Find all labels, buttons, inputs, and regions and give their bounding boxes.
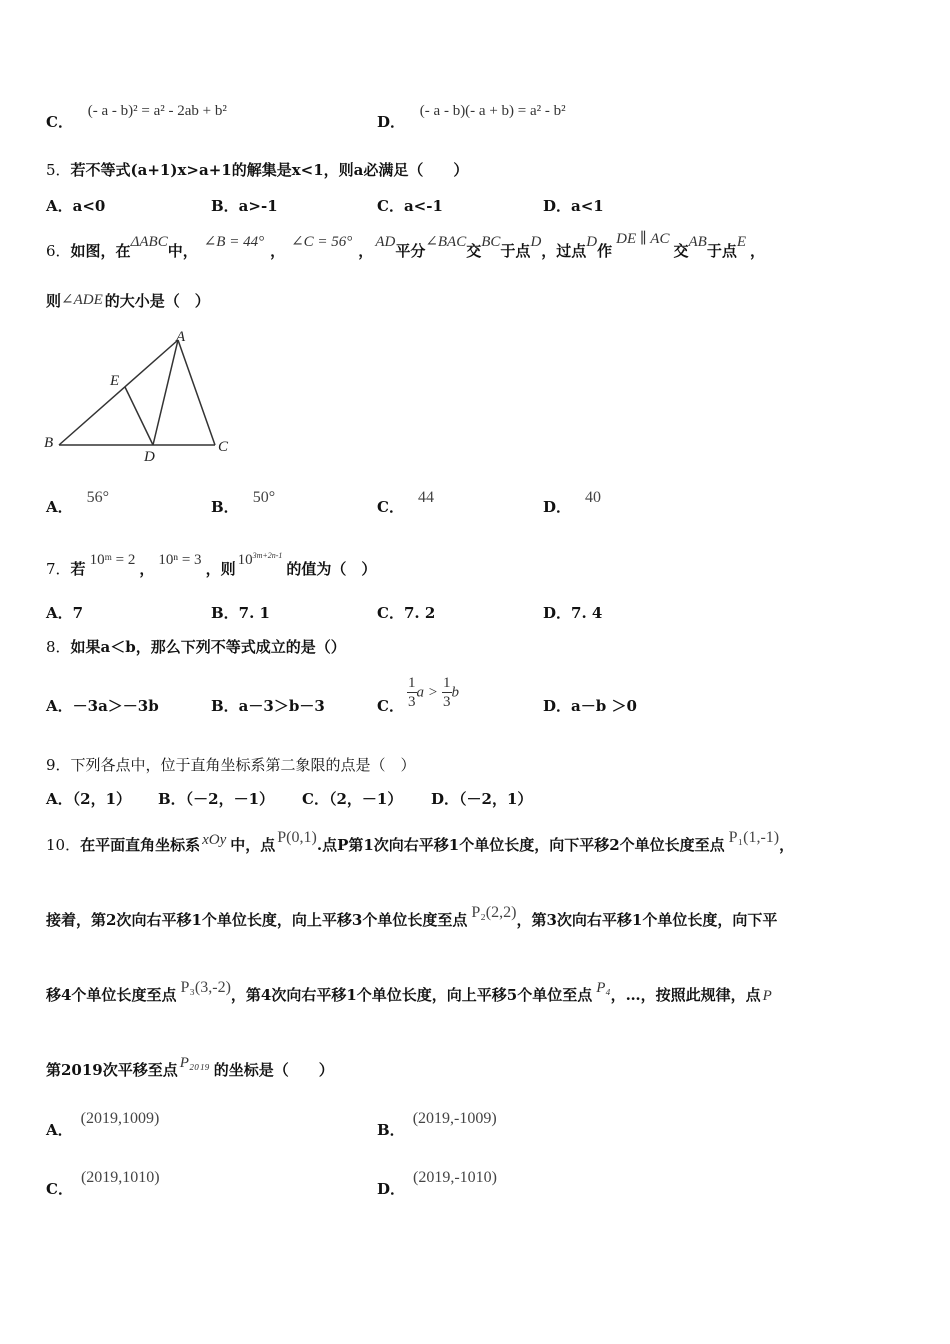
q10-point-p4: P₄ <box>596 980 611 996</box>
q4-option-c-label: C． <box>46 113 73 131</box>
q10-option-c-label: C． <box>46 1180 73 1198</box>
q8-text: 如果a＜b，那么下列不等式成立的是（） <box>70 638 346 656</box>
var-a: a <box>416 684 424 701</box>
q10-option-b-value: (2019,-1009) <box>412 1110 497 1127</box>
q8-option-c <box>377 675 460 716</box>
q6-text: ， <box>750 242 766 260</box>
q6-text: 如图，在 <box>70 242 131 260</box>
q10-stem-line4 <box>46 1055 334 1081</box>
q8-option-c-label: C． <box>377 697 404 715</box>
q6-text: ，过点 <box>541 242 587 260</box>
q4-option-d-math: (- a - b)(- a + b) = a² - b² <box>419 103 566 119</box>
q6-text: ， <box>270 242 286 260</box>
q10-option-b-label: B． <box>377 1121 405 1139</box>
q7-text: ，则 <box>205 560 236 578</box>
segment-ac <box>178 340 215 445</box>
q6-text: 于点 <box>500 242 531 260</box>
q6-point-e: E <box>736 234 747 250</box>
q10-option-d-value: (2019,-1010) <box>413 1169 497 1186</box>
segment-ad <box>153 340 178 445</box>
q8-option-a: A．－3a＞－3b <box>46 697 159 715</box>
label-b: B <box>44 435 54 451</box>
segment-de <box>125 387 153 445</box>
label-d: D <box>144 449 155 465</box>
q10-point-p2: P₂(2,2) <box>471 904 517 921</box>
q10-option-d <box>377 1169 497 1200</box>
q4-option-c <box>46 103 227 133</box>
q6-option-c-value: 44 <box>417 489 434 506</box>
segment-ba <box>59 340 178 445</box>
q6-point-d: D <box>530 234 542 250</box>
q6-ad: AD <box>375 234 396 250</box>
q5-option-a: A．a<0 <box>46 197 106 215</box>
q10-point-p: P <box>762 988 772 1004</box>
q6-ab: AB <box>688 234 707 250</box>
q5-text: 若不等式(a+1)x>a+1的解集是x<1，则a必满足（ ） <box>70 161 469 179</box>
q10-option-c-value: (2019,1010) <box>80 1169 160 1186</box>
q9-option-b: B．（－2，－1） <box>158 790 275 808</box>
var-b: b <box>451 684 460 701</box>
q9-text: 下列各点中，位于直角坐标系第二象限的点是（ ） <box>70 756 416 774</box>
q7-text: ， <box>139 560 155 578</box>
q9-option-a: A．（2，1） <box>46 790 132 808</box>
q10-option-d-label: D． <box>377 1180 406 1198</box>
q10-text: .点P第1次向右平移1个单位长度，向下平移2个单位长度至点 <box>316 836 725 854</box>
q6-triangle-figure <box>40 325 240 465</box>
q6-text: 交 <box>673 242 689 260</box>
q7-text: 的值为（ ） <box>286 560 377 578</box>
q10-stem-line1 <box>46 829 795 856</box>
q10-text: 的坐标是（ ） <box>213 1061 334 1079</box>
q7-expr1: 10ᵐ = 2 <box>89 552 136 568</box>
numerator: 1 <box>408 675 416 691</box>
q6-text: 交 <box>466 242 482 260</box>
q10-stem-line2 <box>46 904 778 931</box>
q6-text: 的大小是（ ） <box>104 292 210 310</box>
q9-option-c: C．（2，－1） <box>302 790 403 808</box>
q6-option-a-label: A． <box>46 498 73 516</box>
q8-number: 8． <box>46 638 71 656</box>
q6-parallel: DE ∥ AC <box>616 231 670 247</box>
q4-option-d <box>377 103 566 133</box>
q9-stem <box>46 755 416 775</box>
q6-text: 则 <box>46 292 62 310</box>
q7-option-c: C．7. 2 <box>377 604 436 622</box>
denominator: 3 <box>443 694 451 710</box>
q5-option-c: C．a<-1 <box>377 197 443 215</box>
q10-xoy: xOy <box>202 832 227 848</box>
q4-option-c-math: (- a - b)² = a² - 2ab + b² <box>87 103 227 119</box>
q6-option-c-label: C． <box>377 498 404 516</box>
q6-option-a-value: 56° <box>86 489 110 506</box>
q5-option-d: D．a<1 <box>543 197 604 215</box>
q10-option-a <box>46 1110 160 1141</box>
q10-text: ，第3次向右平移1个单位长度，向下平 <box>516 911 778 929</box>
q6-stem-line2 <box>46 291 210 312</box>
q10-text: ，第4次向右平移1个单位长度，向上平移5个单位至点 <box>230 986 593 1004</box>
q7-text: 若 <box>70 560 86 578</box>
q6-angle-b: ∠B = 44° <box>203 234 265 250</box>
label-e: E <box>110 373 120 389</box>
q8-option-b: B．a－3＞b－3 <box>211 697 325 715</box>
q10-stem-line3 <box>46 979 772 1006</box>
q6-option-d <box>543 489 602 518</box>
q6-angle-bac: ∠BAC <box>425 234 467 250</box>
numerator: 1 <box>443 675 451 691</box>
q6-point-d: D <box>586 234 598 250</box>
q6-text: 于点 <box>706 242 737 260</box>
q6-option-d-label: D． <box>543 498 572 516</box>
q6-bc: BC <box>481 234 501 250</box>
q6-option-b-value: 50° <box>252 489 276 506</box>
q10-option-a-value: (2019,1009) <box>80 1110 160 1127</box>
q10-point-p2019: P₂₀₁₉ <box>179 1055 210 1071</box>
q6-option-d-value: 40 <box>585 489 602 506</box>
q10-text: 第2019次平移至点 <box>46 1061 178 1079</box>
q10-text: 接着，第2次向右平移1个单位长度，向上平移3个单位长度至点 <box>46 911 468 929</box>
q6-text: 平分 <box>395 242 426 260</box>
q10-point-p3: P₃(3,-2) <box>180 979 231 996</box>
q10-text: 在平面直角坐标系 <box>80 836 201 854</box>
q4-option-d-label: D． <box>377 113 406 131</box>
q6-option-c <box>377 489 434 518</box>
fraction <box>407 674 417 711</box>
q7-number: 7． <box>46 560 71 578</box>
q6-option-a <box>46 489 110 518</box>
q10-point-p1: P₁(1,-1) <box>728 829 780 846</box>
q6-triangle: ΔABC <box>130 234 168 250</box>
q7-expr3-base: 10 <box>237 552 253 568</box>
q10-option-a-label: A． <box>46 1121 73 1139</box>
label-a: A <box>176 329 186 345</box>
q8-option-d: D．a－b ＞0 <box>543 697 637 715</box>
q8-stem <box>46 637 346 657</box>
q10-option-c <box>46 1169 160 1200</box>
q5-stem <box>46 160 468 180</box>
q6-number: 6． <box>46 242 71 260</box>
q6-option-b <box>211 489 276 518</box>
q8-option-c-math <box>407 674 459 711</box>
q7-option-a: A．7 <box>46 604 84 622</box>
q6-angle-c: ∠C = 56° <box>291 234 353 250</box>
q10-number: 10． <box>46 836 81 854</box>
gt-sign: > <box>428 684 438 701</box>
q5-number: 5． <box>46 161 71 179</box>
q6-angle-ade: ∠ADE <box>61 292 103 308</box>
q10-text: ， <box>779 836 795 854</box>
q6-option-b-label: B． <box>211 498 239 516</box>
q10-text: ，…，按照此规律，点 <box>610 986 761 1004</box>
q7-option-b: B．7. 1 <box>211 604 270 622</box>
q6-text: 中， <box>167 242 198 260</box>
q5-option-b: B．a>-1 <box>211 197 278 215</box>
q6-text: 作 <box>597 242 613 260</box>
q7-expr3 <box>238 552 283 568</box>
fraction <box>442 674 452 711</box>
q10-text: 中，点 <box>230 836 276 854</box>
q10-text: 移4个单位长度至点 <box>46 986 177 1004</box>
denominator: 3 <box>408 694 416 710</box>
q7-expr3-exponent: 3m+2n-1 <box>252 551 283 560</box>
q7-stem <box>46 551 377 580</box>
label-c: C <box>218 439 229 455</box>
q9-number: 9． <box>46 756 71 774</box>
q7-option-d: D．7. 4 <box>543 604 603 622</box>
q6-stem-line1 <box>46 231 766 262</box>
q6-text: ， <box>358 242 374 260</box>
q10-option-b <box>377 1110 497 1141</box>
q10-point-p0: P(0,1) <box>277 829 317 846</box>
q9-option-d: D．（－2，1） <box>431 790 533 808</box>
q7-expr2: 10ⁿ = 3 <box>158 552 202 568</box>
